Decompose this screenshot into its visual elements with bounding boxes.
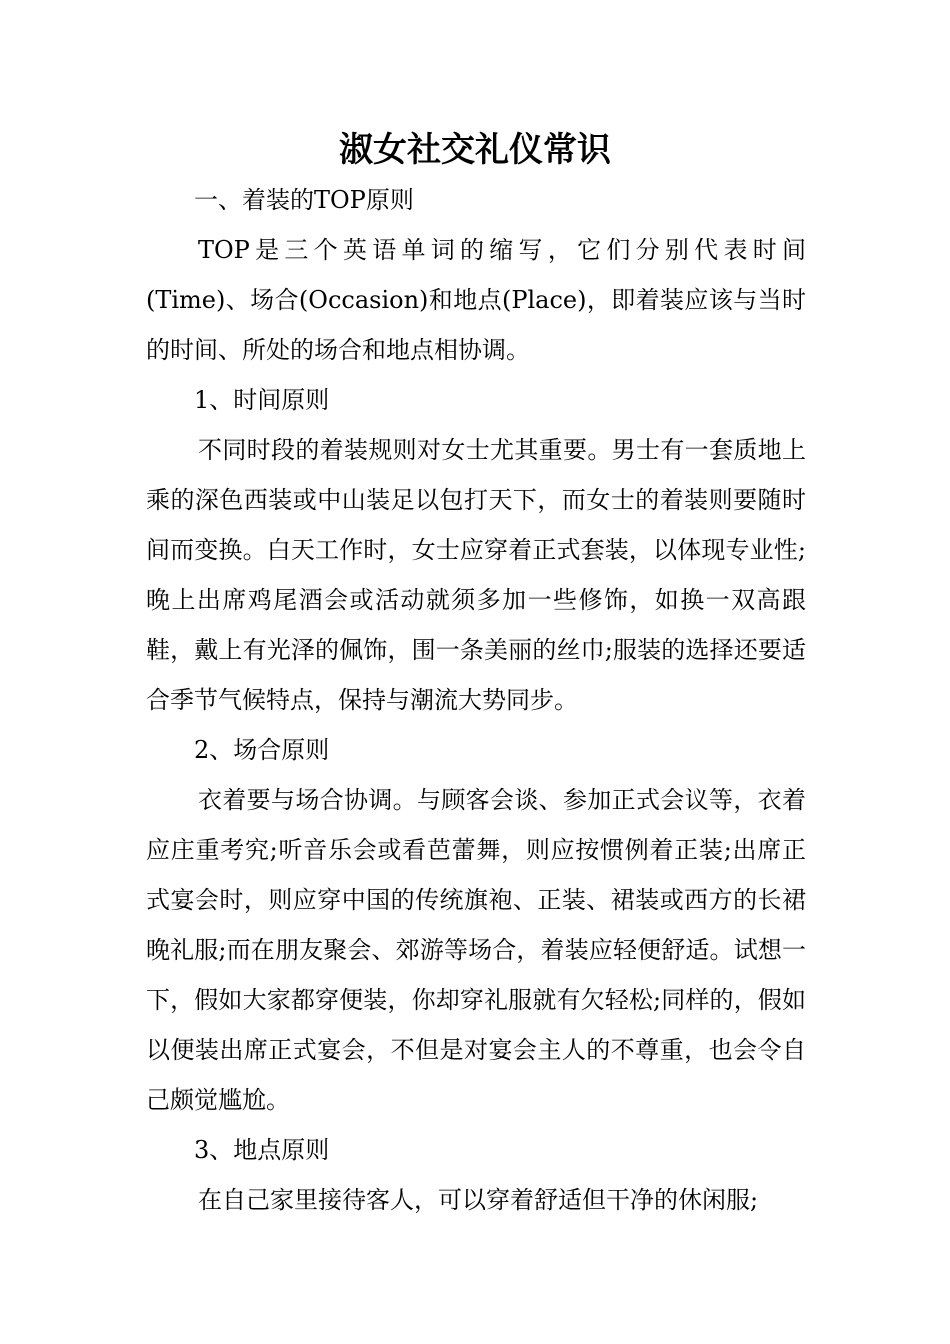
subsection-paragraph-occasion: 衣着要与场合协调。与顾客会谈、参加正式会议等，衣着应庄重考究;听音乐会或看芭蕾舞，则应按惯例着正装;出席正式宴会时，则应穿中国的传统旗袍、正装、裙装或西方的长裙晚礼服;而在朋友聚会、郊游等场合，着装应轻便舒适。试想一下，假如大家都穿便装，你却穿礼服就有欠轻松;同样的，假如以便装出席正式宴会，不但是对宴会主人的不尊重，也会令自己颇觉尴尬。 — [146, 786, 806, 1114]
subsection-paragraph-time: 不同时段的着装规则对女士尤其重要。男士有一套质地上乘的深色西装或中山装足以包打天下，而女士的着装则要随时间而变换。白天工作时，女士应穿着正式套装，以体现专业性;晚上出席鸡尾酒会或活动就须多加一些修饰，如换一双高跟鞋，戴上有光泽的佩饰，围一条美丽的丝巾;服装的选择还要适合季节气候特点，保持与潮流大势同步。 — [146, 436, 806, 714]
subsection-paragraph-place: 在自己家里接待客人，可以穿着舒适但干净的休闲服; — [198, 1186, 759, 1214]
intro-paragraph: TOP是三个英语单词的缩写，它们分别代表时间(Time)、场合(Occasion)和地点(Place)，即着装应该与当时的时间、所处的场合和地点相协调。 — [146, 236, 806, 364]
page-title: 淑女社交礼仪常识 — [339, 130, 611, 170]
subsection-heading-occasion: 2、场合原则 — [194, 736, 330, 764]
section-heading: 一、着装的TOP原则 — [194, 186, 414, 214]
subsection-heading-time: 1、时间原则 — [194, 386, 330, 414]
subsection-heading-place: 3、地点原则 — [194, 1136, 330, 1164]
document-body — [146, 175, 806, 1225]
